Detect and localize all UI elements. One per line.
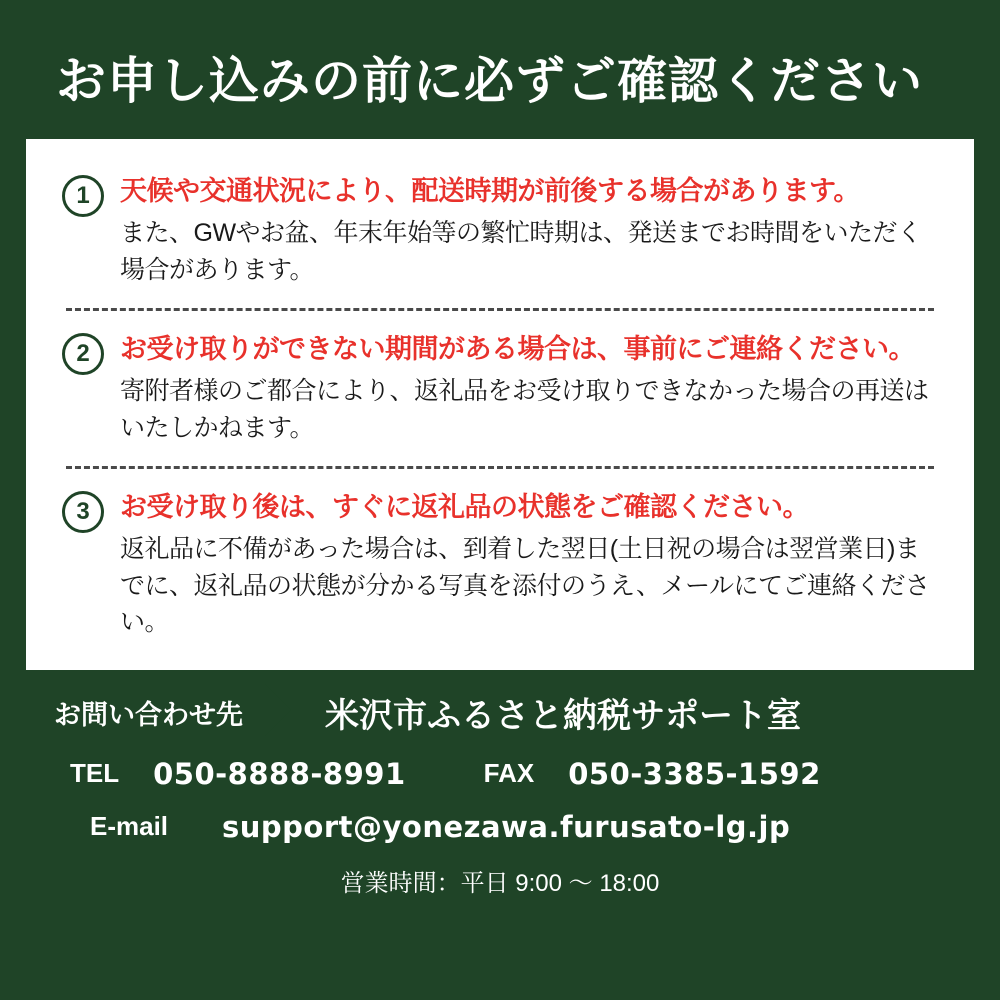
- notice-body: [120, 173, 938, 288]
- email-label: E-mail: [54, 806, 204, 847]
- contact-row-phone: [54, 753, 974, 794]
- contact-details: [26, 747, 974, 847]
- notice-detail: 返礼品に不備があった場合は、到着した翌日(土日祝の場合は翌営業日)までに、返礼品の状態が分かる写真を添付のうえ、メールにてご連絡ください。: [120, 535, 930, 636]
- notice-detail: 寄附者様のご都合により、返礼品をお受け取りできなかった場合の再送はいたしかねます。: [120, 377, 929, 442]
- notice-body: [120, 331, 938, 446]
- notice-detail: また、GWやお盆、年末年始等の繁忙時期は、発送までお時間をいただく場合があります。: [120, 219, 922, 284]
- tel-label: TEL: [54, 753, 135, 794]
- contact-header: [26, 674, 974, 747]
- fax-group: [468, 753, 821, 794]
- notice-card: [26, 139, 974, 670]
- fax-label: FAX: [468, 753, 551, 794]
- notice-headline: お受け取りができない期間がある場合は、事前にご連絡ください。: [120, 333, 915, 364]
- notice-item-3: [62, 489, 938, 640]
- contact-row-email: [54, 806, 974, 847]
- business-hours: 営業時間：平日 9:00 〜 18:00: [340, 870, 660, 898]
- divider: [66, 466, 934, 469]
- notice-number-badge: 1: [62, 175, 104, 217]
- divider: [66, 308, 934, 311]
- notice-headline: お受け取り後は、すぐに返礼品の状態をご確認ください。: [120, 491, 809, 522]
- tel-value[interactable]: 050-8888-8991: [153, 756, 406, 791]
- notice-item-1: [62, 173, 938, 288]
- contact-label: お問い合わせ先: [26, 684, 265, 741]
- fax-value: 050-3385-1592: [568, 756, 821, 791]
- notice-headline: 天候や交通状況により、配送時期が前後する場合があります。: [120, 176, 860, 206]
- notice-number-badge: 3: [62, 491, 104, 533]
- notice-number-badge: 2: [62, 333, 104, 375]
- page-title: お申し込みの前に必ずご確認ください: [56, 53, 923, 109]
- email-value[interactable]: support@yonezawa.furusato-lg.jp: [222, 809, 791, 844]
- notice-item-2: [62, 331, 938, 446]
- contact-department-name: 米沢市ふるさと納税サポート室: [325, 697, 801, 736]
- notice-body: [120, 489, 938, 640]
